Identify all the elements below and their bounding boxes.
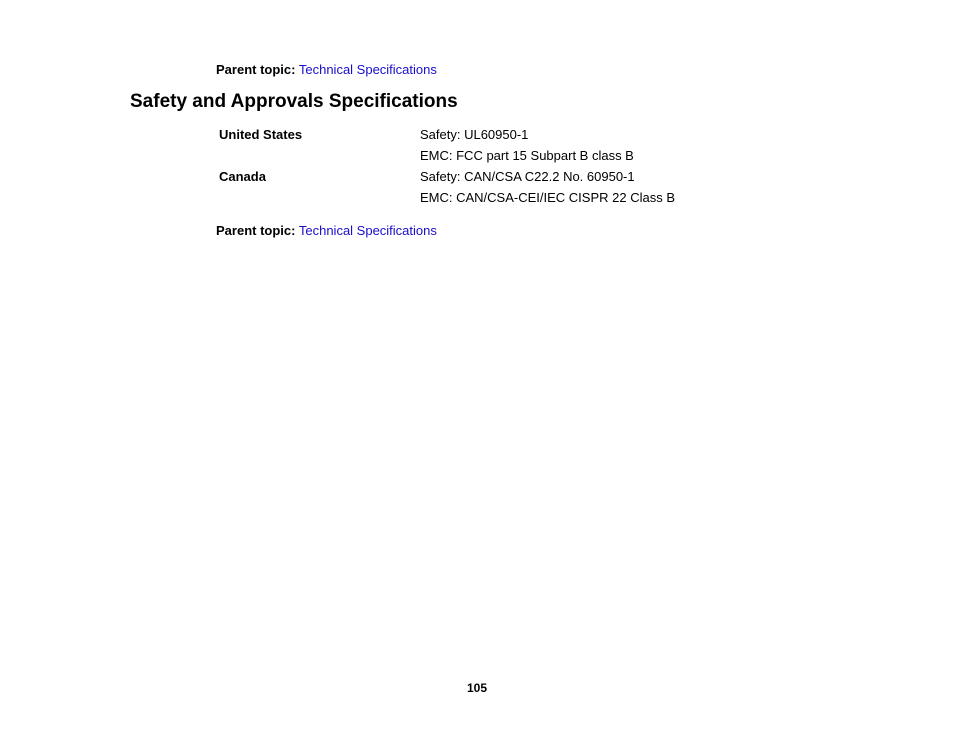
table-row bbox=[219, 166, 675, 187]
safety-approvals-table bbox=[219, 124, 675, 208]
region-cell bbox=[219, 145, 420, 166]
region-cell: Canada bbox=[219, 169, 266, 184]
parent-topic-top bbox=[216, 62, 437, 78]
parent-topic-label: Parent topic: bbox=[216, 62, 296, 77]
page-title: Safety and Approvals Specifications bbox=[130, 91, 458, 112]
technical-specifications-link[interactable]: Technical Specifications bbox=[298, 223, 437, 238]
page-number: 105 bbox=[466, 681, 488, 695]
region-cell: United States bbox=[219, 127, 303, 142]
region-cell bbox=[219, 187, 420, 208]
table-row bbox=[219, 124, 675, 145]
specification-cell: Safety: CAN/CSA C22.2 No. 60950-1 bbox=[420, 169, 635, 184]
specification-cell: EMC: FCC part 15 Subpart B class B bbox=[420, 148, 634, 163]
table-row bbox=[219, 145, 675, 166]
parent-topic-bottom bbox=[216, 223, 437, 239]
specification-cell: Safety: UL60950-1 bbox=[420, 127, 529, 142]
table-row bbox=[219, 187, 675, 208]
technical-specifications-link[interactable]: Technical Specifications bbox=[298, 62, 437, 77]
specification-cell: EMC: CAN/CSA-CEI/IEC CISPR 22 Class B bbox=[420, 190, 675, 205]
parent-topic-label: Parent topic: bbox=[216, 223, 296, 238]
